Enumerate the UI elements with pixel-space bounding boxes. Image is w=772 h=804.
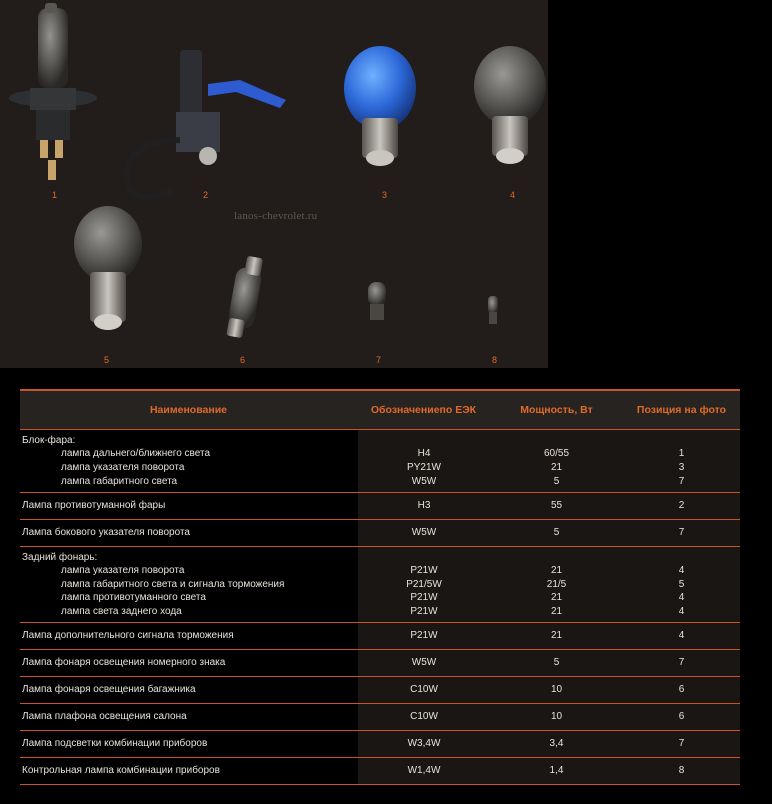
item-position: 7 bbox=[678, 738, 685, 750]
item-name: Контрольная лампа комбинации приборов bbox=[22, 765, 220, 777]
item-position: 3 bbox=[678, 462, 685, 473]
item-power: 3,4 bbox=[549, 738, 564, 750]
photo-label-1: 1 bbox=[52, 190, 58, 200]
cell-name bbox=[20, 650, 357, 676]
cell-position bbox=[623, 430, 740, 492]
table-header bbox=[20, 391, 740, 429]
bulb-w1-4w bbox=[488, 296, 498, 324]
item-power: 60/55 bbox=[543, 448, 570, 460]
row-separator bbox=[20, 784, 740, 785]
item-name: лампа габаритного света bbox=[61, 475, 178, 487]
table-row bbox=[20, 731, 740, 757]
cell-position bbox=[623, 547, 740, 622]
item-name: лампа дальнего/ближнего света bbox=[61, 448, 211, 460]
table-row bbox=[20, 650, 740, 676]
table-row bbox=[20, 758, 740, 784]
cell-name bbox=[20, 493, 357, 519]
item-power: 5 bbox=[553, 527, 560, 539]
table-row bbox=[20, 677, 740, 703]
cell-power bbox=[490, 547, 623, 622]
cell-code bbox=[358, 731, 490, 757]
cell-position bbox=[623, 493, 740, 519]
item-power: 21 bbox=[550, 592, 563, 604]
item-name: Лампа подсветки комбинации приборов bbox=[22, 738, 208, 750]
cell-name bbox=[20, 623, 357, 649]
item-position: 7 bbox=[678, 475, 685, 487]
item-power: 5 bbox=[553, 657, 560, 669]
item-code: W5W bbox=[411, 657, 437, 669]
bulb-py21w bbox=[344, 46, 416, 166]
item-power: 21/5 bbox=[546, 578, 567, 590]
item-power: 1,4 bbox=[549, 765, 564, 777]
item-name: Лампа дополнительного сигнала торможения bbox=[22, 630, 234, 642]
cell-power bbox=[490, 623, 623, 649]
header-name: Наименование bbox=[149, 403, 228, 416]
item-power: 21 bbox=[550, 462, 563, 473]
item-code: W5W bbox=[411, 527, 437, 539]
photo-label-8: 8 bbox=[492, 355, 498, 365]
bulbs-photo bbox=[0, 0, 548, 368]
header-code bbox=[357, 391, 490, 429]
cell-position bbox=[623, 704, 740, 730]
item-power: 21 bbox=[550, 565, 563, 577]
cell-code bbox=[358, 758, 490, 784]
table-row bbox=[20, 623, 740, 649]
item-code: W5W bbox=[411, 475, 437, 487]
table-row bbox=[20, 493, 740, 519]
item-power: 10 bbox=[550, 711, 563, 723]
table-row bbox=[20, 547, 740, 622]
bulb-p21-5w bbox=[74, 206, 142, 330]
photo-label-7: 7 bbox=[376, 355, 382, 365]
photo-label-6: 6 bbox=[240, 355, 246, 365]
cell-code bbox=[358, 650, 490, 676]
cell-power bbox=[490, 520, 623, 546]
item-position: 7 bbox=[678, 657, 685, 669]
table-row bbox=[20, 430, 740, 492]
header-code-line1: Обозначение bbox=[370, 403, 440, 416]
cell-code bbox=[358, 493, 490, 519]
item-power: 5 bbox=[553, 475, 560, 487]
photo-label-2: 2 bbox=[203, 190, 209, 200]
item-name: Лампа фонаря освещения багажника bbox=[22, 684, 196, 696]
item-code: C10W bbox=[410, 684, 438, 696]
cell-position bbox=[623, 677, 740, 703]
cell-name bbox=[20, 430, 357, 492]
cell-position bbox=[623, 650, 740, 676]
cell-power bbox=[490, 493, 623, 519]
item-code: H3 bbox=[417, 500, 431, 512]
item-position: 4 bbox=[678, 565, 685, 577]
cell-position bbox=[623, 758, 740, 784]
item-code: H4 bbox=[417, 448, 431, 460]
item-name: лампа габаритного света и сигнала торможения bbox=[61, 578, 285, 590]
header-code-line2: по ЕЭК bbox=[439, 403, 477, 416]
item-code: P21W bbox=[410, 565, 438, 577]
item-code: W3,4W bbox=[407, 738, 441, 750]
item-code: C10W bbox=[410, 711, 438, 723]
cell-code bbox=[358, 677, 490, 703]
item-power: 10 bbox=[550, 684, 563, 696]
item-power: 55 bbox=[550, 500, 563, 512]
cell-code bbox=[358, 520, 490, 546]
table-row bbox=[20, 520, 740, 546]
item-power: 21 bbox=[550, 630, 563, 642]
item-position: 4 bbox=[678, 592, 685, 604]
item-position: 1 bbox=[678, 448, 685, 460]
cell-code bbox=[358, 430, 490, 492]
item-name: лампа указателя поворота bbox=[61, 462, 185, 473]
item-position: 6 bbox=[678, 684, 685, 696]
bulbs-illustration bbox=[0, 0, 548, 368]
cell-name bbox=[20, 704, 357, 730]
cell-position bbox=[623, 520, 740, 546]
item-code: P21/5W bbox=[406, 578, 442, 590]
item-name: лампа света заднего хода bbox=[61, 605, 182, 617]
group-title: Блок-фара: bbox=[22, 434, 76, 446]
item-code: W1,4W bbox=[407, 765, 441, 777]
item-position: 4 bbox=[678, 630, 685, 642]
watermark-text: lanos-chevrolet.ru bbox=[234, 210, 318, 222]
bulb-c10w bbox=[226, 256, 263, 338]
item-position: 2 bbox=[678, 500, 685, 512]
cell-name bbox=[20, 677, 357, 703]
bulb-p21w bbox=[474, 46, 546, 164]
group-title: Задний фонарь: bbox=[22, 551, 98, 563]
bulb-h3 bbox=[127, 50, 286, 197]
cell-name bbox=[20, 547, 357, 622]
item-position: 7 bbox=[678, 527, 685, 539]
table-body bbox=[20, 429, 740, 785]
cell-power bbox=[490, 704, 623, 730]
photo-label-5: 5 bbox=[104, 355, 110, 365]
photo-label-3: 3 bbox=[382, 190, 388, 200]
item-code: PY21W bbox=[407, 462, 441, 473]
cell-position bbox=[623, 623, 740, 649]
cell-power bbox=[490, 650, 623, 676]
item-code: P21W bbox=[410, 630, 438, 642]
cell-name bbox=[20, 520, 357, 546]
cell-power bbox=[490, 677, 623, 703]
item-name: Лампа плафона освещения салона bbox=[22, 711, 187, 723]
header-position: Позиция на фото bbox=[636, 403, 727, 416]
item-name: лампа противотуманного света bbox=[61, 592, 206, 604]
item-position: 5 bbox=[678, 578, 685, 590]
item-name: Лампа бокового указателя поворота bbox=[22, 527, 190, 539]
cell-power bbox=[490, 758, 623, 784]
bulb-w5w bbox=[368, 282, 386, 320]
table-row bbox=[20, 704, 740, 730]
item-code: P21W bbox=[410, 605, 438, 617]
item-position: 8 bbox=[678, 765, 685, 777]
photo-label-4: 4 bbox=[510, 190, 516, 200]
cell-code bbox=[358, 547, 490, 622]
item-name: Лампа противотуманной фары bbox=[22, 500, 166, 512]
item-position: 4 bbox=[678, 605, 685, 617]
item-position: 6 bbox=[678, 711, 685, 723]
cell-power bbox=[490, 731, 623, 757]
item-name: лампа указателя поворота bbox=[61, 565, 185, 577]
item-code: P21W bbox=[410, 592, 438, 604]
bulb-h4 bbox=[9, 3, 97, 180]
cell-code bbox=[358, 704, 490, 730]
cell-position bbox=[623, 731, 740, 757]
cell-power bbox=[490, 430, 623, 492]
cell-name bbox=[20, 758, 357, 784]
cell-code bbox=[358, 623, 490, 649]
header-power: Мощность, Вт bbox=[520, 403, 593, 416]
item-name: Лампа фонаря освещения номерного знака bbox=[22, 657, 226, 669]
cell-name bbox=[20, 731, 357, 757]
item-power: 21 bbox=[550, 605, 563, 617]
bulb-table bbox=[20, 389, 740, 785]
